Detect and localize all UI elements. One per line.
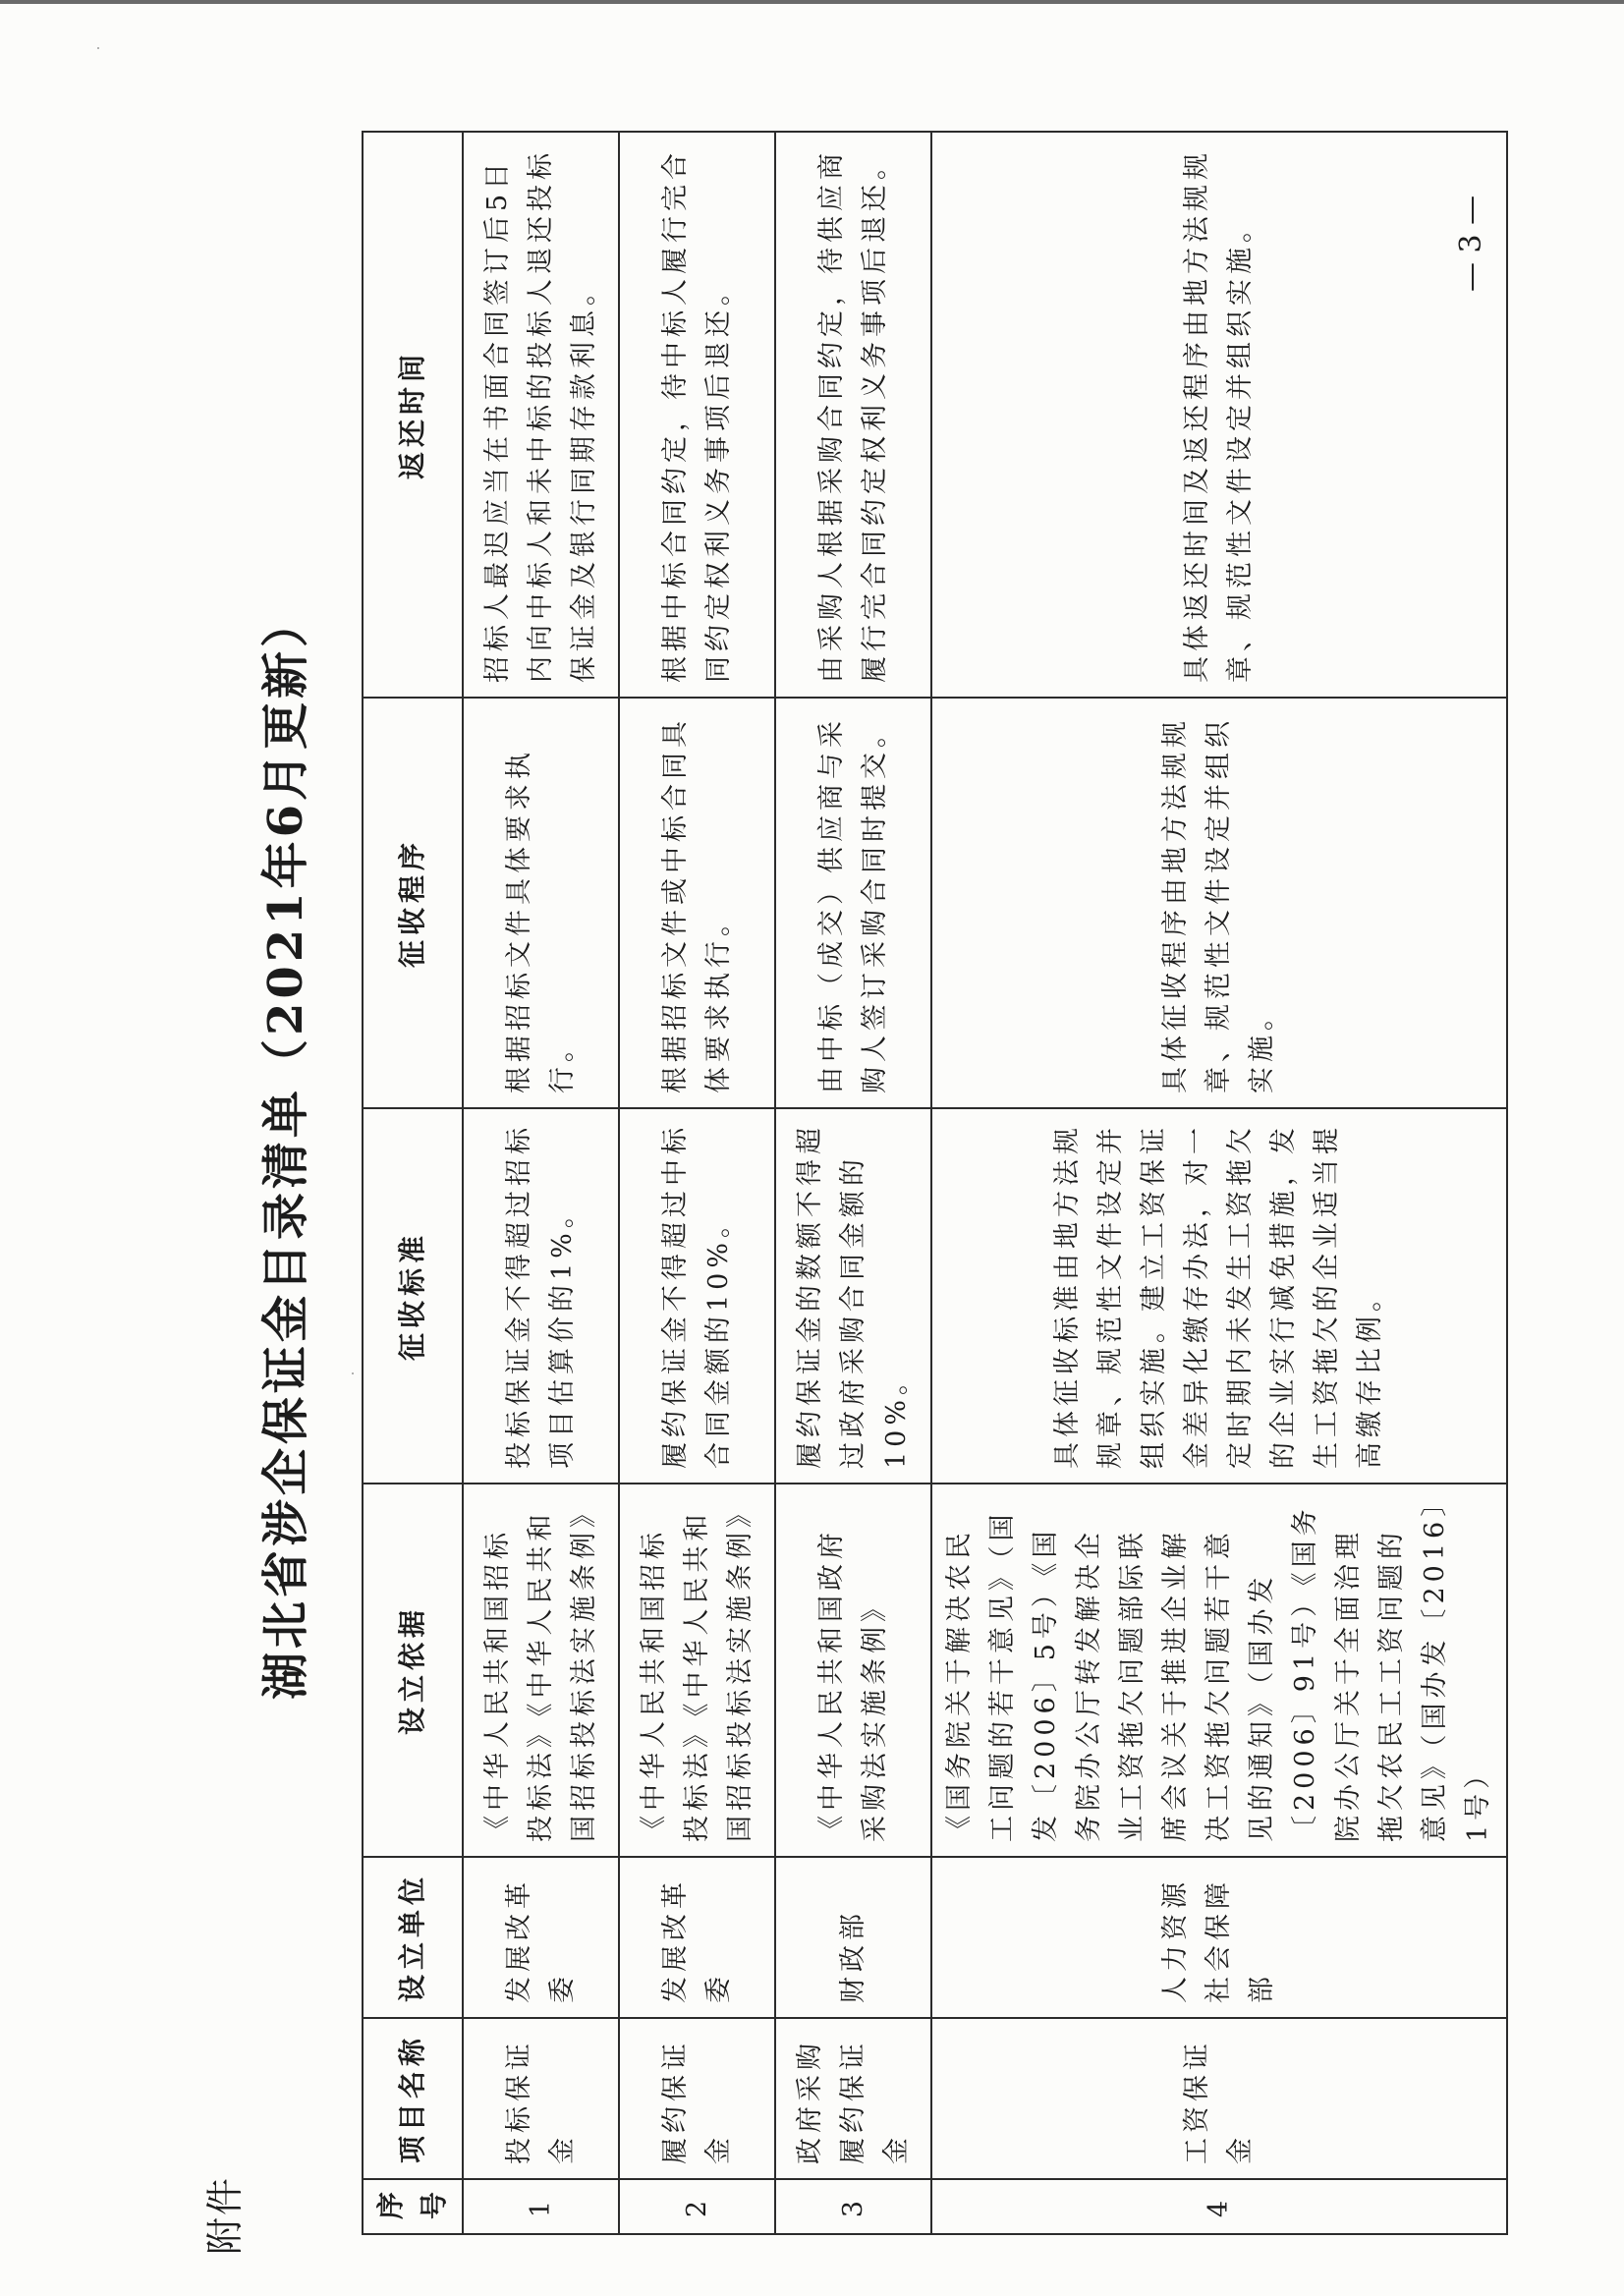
- table-header-row: [363, 132, 463, 2234]
- header-standard: 征收标准: [363, 1108, 463, 1484]
- header-basis: 设立依据: [363, 1484, 463, 1857]
- page-number: — 3 —: [1454, 195, 1488, 292]
- cell-basis: 《中华人民共和国政府采购法实施条例》: [775, 1484, 931, 1857]
- cell-unit: 财政部: [775, 1857, 931, 2018]
- attachment-label: 附件: [203, 2175, 247, 2255]
- cell-seq: 3: [775, 2179, 931, 2234]
- cell-basis: 《中华人民共和国招标投标法》《中华人民共和国招标投标法实施条例》: [619, 1484, 775, 1857]
- cell-seq: 1: [463, 2179, 619, 2234]
- cell-unit: 人力资源社会保障部: [931, 1857, 1507, 2018]
- cell-name: 投标保证金: [463, 2018, 619, 2179]
- table-row: [775, 132, 931, 2234]
- table-row: [931, 132, 1507, 2234]
- header-name: 项目名称: [363, 2018, 463, 2179]
- header-unit: 设立单位: [363, 1857, 463, 2018]
- cell-name: 工资保证金: [931, 2018, 1507, 2179]
- cell-return-time: 由采购人根据采购合同约定，待供应商履行完合同约定权利义务事项后退还。: [775, 132, 931, 698]
- header-return-time: 返还时间: [363, 132, 463, 698]
- page-title: 湖北省涉企保证金目录清单（2021年6月更新）: [258, 596, 313, 1700]
- cell-standard: 具体征收标准由地方法规规章、规范性文件设定并组织实施。建立工资保证金差异化缴存办法，对一定时期内未发生工资拖欠的企业实行减免措施，发生工资拖欠的企业适当提高缴存比例。: [931, 1108, 1507, 1484]
- table-row: [619, 132, 775, 2234]
- cell-name: 政府采购履约保证金: [775, 2018, 931, 2179]
- header-seq: 序号: [363, 2179, 463, 2234]
- cell-unit: 发展改革委: [463, 1857, 619, 2018]
- deposit-catalog-table: [362, 131, 1508, 2235]
- cell-unit: 发展改革委: [619, 1857, 775, 2018]
- cell-basis: 《国务院关于解决农民工问题的若干意见》（国发〔2006〕5号）《国务院办公厅转发解决企业工资拖欠问题部际联席会议关于推进企业解决工资拖欠问题若干意见的通知》（国办发〔2006〕91号）《国务院办公厅关于全面治理拖欠农民工工资问题的意见》（国办发〔2016〕1号）: [931, 1484, 1507, 1857]
- cell-procedure: 具体征收程序由地方法规规章、规范性文件设定并组织实施。: [931, 698, 1507, 1108]
- cell-return-time: 根据中标合同约定，待中标人履行完合同约定权利义务事项后退还。: [619, 132, 775, 698]
- cell-procedure: 根据招标文件或中标合同具体要求执行。: [619, 698, 775, 1108]
- table-row: [463, 132, 619, 2234]
- cell-procedure: 根据招标文件具体要求执行。: [463, 698, 619, 1108]
- cell-return-time: 具体返还时间及返还程序由地方法规规章、规范性文件设定并组织实施。: [931, 132, 1507, 698]
- header-procedure: 征收程序: [363, 698, 463, 1108]
- cell-basis: 《中华人民共和国招标投标法》《中华人民共和国招标投标法实施条例》: [463, 1484, 619, 1857]
- cell-procedure: 由中标（成交）供应商与采购人签订采购合同时提交。: [775, 698, 931, 1108]
- cell-standard: 履约保证金的数额不得超过政府采购合同金额的10%。: [775, 1108, 931, 1484]
- cell-standard: 投标保证金不得超过招标项目估算价的1%。: [463, 1108, 619, 1484]
- cell-name: 履约保证金: [619, 2018, 775, 2179]
- cell-seq: 4: [931, 2179, 1507, 2234]
- cell-standard: 履约保证金不得超过中标合同金额的10%。: [619, 1108, 775, 1484]
- cell-return-time: 招标人最迟应当在书面合同签订后5日内向中标人和未中标的投标人退还投标保证金及银行同期存款利息。: [463, 132, 619, 698]
- cell-seq: 2: [619, 2179, 775, 2234]
